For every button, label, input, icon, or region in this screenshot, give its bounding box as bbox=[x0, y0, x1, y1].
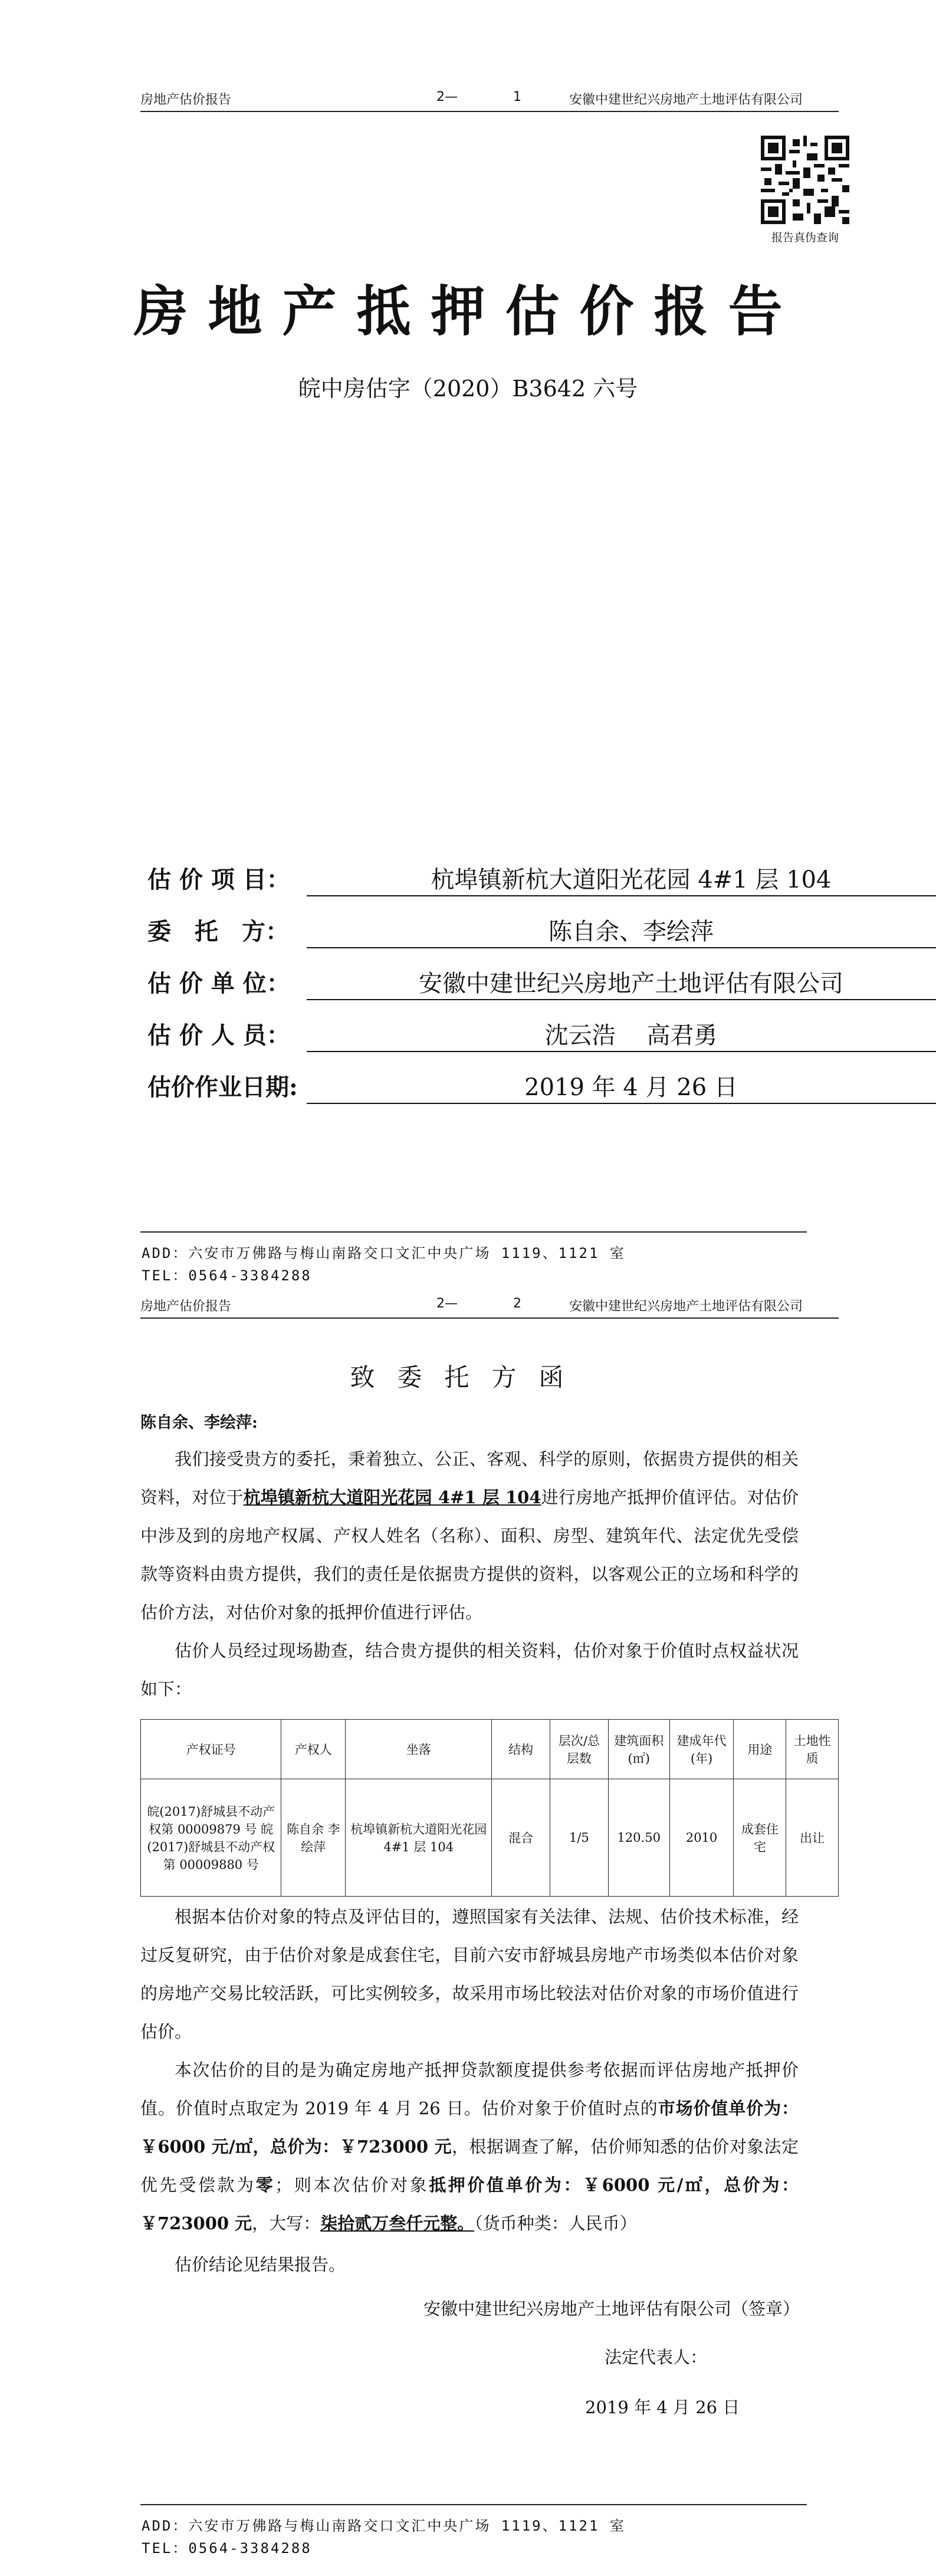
page1-header-page: 1 bbox=[513, 90, 521, 104]
field-label: 估价作业日期: bbox=[147, 1073, 298, 1101]
salutation: 陈自余、李绘萍: bbox=[140, 1414, 258, 1432]
field-label: 委 托 方： bbox=[147, 918, 289, 945]
field-label: 估 价 单 位： bbox=[147, 970, 290, 997]
p2-text: 估价人员经过现场勘查，结合贵方提供的相关资料，估价对象于价值时点权益状况如下： bbox=[140, 1641, 799, 1699]
page1-header-right: 安徽中建世纪兴房地产土地评估有限公司 bbox=[569, 93, 803, 107]
cell-owner: 陈自余 李绘萍 bbox=[281, 1779, 346, 1897]
signature-legal-rep: 法定代表人： bbox=[605, 2347, 708, 2367]
table-row bbox=[141, 1779, 839, 1897]
cell-year: 2010 bbox=[669, 1779, 734, 1897]
p1-text-c: 进行房地产抵押价值评估。对估价中涉及到的房地产权属、产权人姓名（名称）、面积、房型、建筑年代、法定优先受偿款等资料由贵方提供，我们的责任是依据贵方提供的资料，以客观公正的立场和科学的估价方法，对估价对象的抵押价值进行评估。 bbox=[140, 1487, 799, 1622]
cell-location: 杭埠镇新杭大道阳光花园 4#1 层 104 bbox=[346, 1779, 492, 1897]
page2-header-left: 房地产估价报告 bbox=[140, 1299, 232, 1314]
p1-text-a: 我们接受贵方的委托，秉着独立、公正、客观、科学的原则，依据贵方提供的相关资料，对位于 bbox=[140, 1449, 799, 1507]
col-cert: 产权证号 bbox=[141, 1720, 281, 1779]
field-underline bbox=[307, 947, 936, 948]
signature-date: 2019 年 4 月 26 日 bbox=[585, 2397, 740, 2417]
field-value: 杭埠镇新杭大道阳光花园 4#1 层 104 bbox=[431, 866, 832, 893]
paragraph-5 bbox=[140, 2246, 799, 2284]
report-title: 房地产抵押估价报告 bbox=[133, 280, 803, 343]
p4-priority-claims: 零 bbox=[255, 2175, 275, 2195]
page1-footer-address: ADD：六安市万佛路与梅山南路交口文汇中央广场 1119、1121 室 bbox=[142, 1245, 626, 1261]
col-location: 坐落 bbox=[346, 1720, 492, 1779]
field-underline bbox=[307, 1103, 936, 1104]
page1-header-left: 房地产估价报告 bbox=[140, 93, 232, 107]
cell-floors: 1/5 bbox=[550, 1779, 609, 1897]
cell-land: 出让 bbox=[786, 1779, 839, 1897]
qr-code-icon[interactable] bbox=[761, 136, 849, 224]
letter-title: 致委托方函 bbox=[350, 1363, 586, 1392]
page1-footer-rule bbox=[140, 1231, 807, 1233]
p4-text-e: ；则本次估价对象 bbox=[275, 2175, 429, 2195]
page2-header-right: 安徽中建世纪兴房地产土地评估有限公司 bbox=[569, 1299, 803, 1314]
qr-caption: 报告真伪查询 bbox=[771, 231, 839, 244]
page2-footer-rule bbox=[140, 2504, 807, 2505]
property-rights-table bbox=[140, 1719, 839, 1897]
field-label: 估 价 项 目： bbox=[147, 866, 290, 893]
page2-header-rule bbox=[140, 1317, 839, 1319]
col-year: 建成年代(年) bbox=[669, 1720, 734, 1779]
field-value: 安徽中建世纪兴房地产土地评估有限公司 bbox=[419, 970, 843, 997]
field-value: 陈自余、李绘萍 bbox=[549, 918, 714, 945]
field-underline bbox=[307, 999, 936, 1000]
paragraph-3 bbox=[140, 1898, 799, 2051]
col-floors: 层次/总层数 bbox=[550, 1720, 609, 1779]
p4-market-value: 市场价值单价为：￥6000 元/㎡，总价为：￥723000 元 bbox=[140, 2098, 799, 2157]
page1-header-rule bbox=[140, 111, 839, 112]
page2-header-page: 2 bbox=[513, 1296, 521, 1311]
page2-header-center: 2— bbox=[436, 1296, 458, 1311]
p5-text: 估价结论见结果报告。 bbox=[175, 2255, 346, 2275]
p4-currency-note: （货币种类：人民币） bbox=[474, 2213, 637, 2233]
col-land: 土地性质 bbox=[786, 1720, 839, 1779]
p4-amount-in-words: 柒拾贰万叁仟元整。 bbox=[320, 2213, 475, 2233]
table-header-row bbox=[141, 1720, 839, 1779]
report-number: 皖中房估字（2020）B3642 六号 bbox=[298, 376, 638, 402]
paragraph-2 bbox=[140, 1632, 799, 1708]
col-owner: 产权人 bbox=[281, 1720, 346, 1779]
p4-text-c: ，根据调查了解，估价师知悉的估价对象法定优先受偿款为 bbox=[140, 2137, 799, 2195]
field-value: 沈云浩 高君勇 bbox=[544, 1022, 718, 1049]
p4-mortgage-value: 抵押价值单价为：￥6000 元/㎡，总价为：￥723000 元 bbox=[140, 2175, 799, 2233]
field-value: 2019 年 4 月 26 日 bbox=[524, 1074, 738, 1101]
col-structure: 结构 bbox=[492, 1720, 550, 1779]
page1-footer-tel: TEL：0564-3384288 bbox=[142, 1267, 312, 1284]
p1-property-address: 杭埠镇新杭大道阳光花园 4#1 层 104 bbox=[243, 1487, 541, 1507]
col-area: 建筑面积(㎡) bbox=[608, 1720, 669, 1779]
paragraph-4 bbox=[140, 2051, 799, 2243]
cell-cert: 皖(2017)舒城县不动产权第 00009879 号 皖(2017)舒城县不动产权第 00009880 号 bbox=[141, 1779, 281, 1897]
p4-text-g: ，大写： bbox=[252, 2213, 321, 2233]
field-underline bbox=[307, 895, 936, 896]
field-underline bbox=[307, 1051, 936, 1052]
p3-text: 根据本估价对象的特点及评估目的，遵照国家有关法律、法规、估价技术标准，经过反复研究，由于估价对象是成套住宅，目前六安市舒城县房地产市场类似本估价对象的房地产交易比较活跃，可比实例较多，故采用市场比较法对估价对象的市场价值进行估价。 bbox=[140, 1907, 799, 2042]
p4-text-a: 本次估价的目的是为确定房地产抵押贷款额度提供参考依据而评估房地产抵押价值。价值时点取定为 2019 年 4 月 26 日。估价对象于价值时点的 bbox=[140, 2060, 799, 2118]
page2-footer-tel: TEL：0564-3384288 bbox=[142, 2540, 312, 2557]
page1-header-center: 2— bbox=[436, 90, 458, 104]
field-label: 估 价 人 员： bbox=[147, 1021, 290, 1049]
cell-usage: 成套住宅 bbox=[734, 1779, 786, 1897]
page2-footer-address: ADD：六安市万佛路与梅山南路交口文汇中央广场 1119、1121 室 bbox=[142, 2518, 626, 2534]
cell-area: 120.50 bbox=[608, 1779, 669, 1897]
signature-company: 安徽中建世纪兴房地产土地评估有限公司（签章） bbox=[423, 2299, 800, 2319]
col-usage: 用途 bbox=[734, 1720, 786, 1779]
paragraph-1 bbox=[140, 1440, 799, 1632]
cell-structure: 混合 bbox=[492, 1779, 550, 1897]
